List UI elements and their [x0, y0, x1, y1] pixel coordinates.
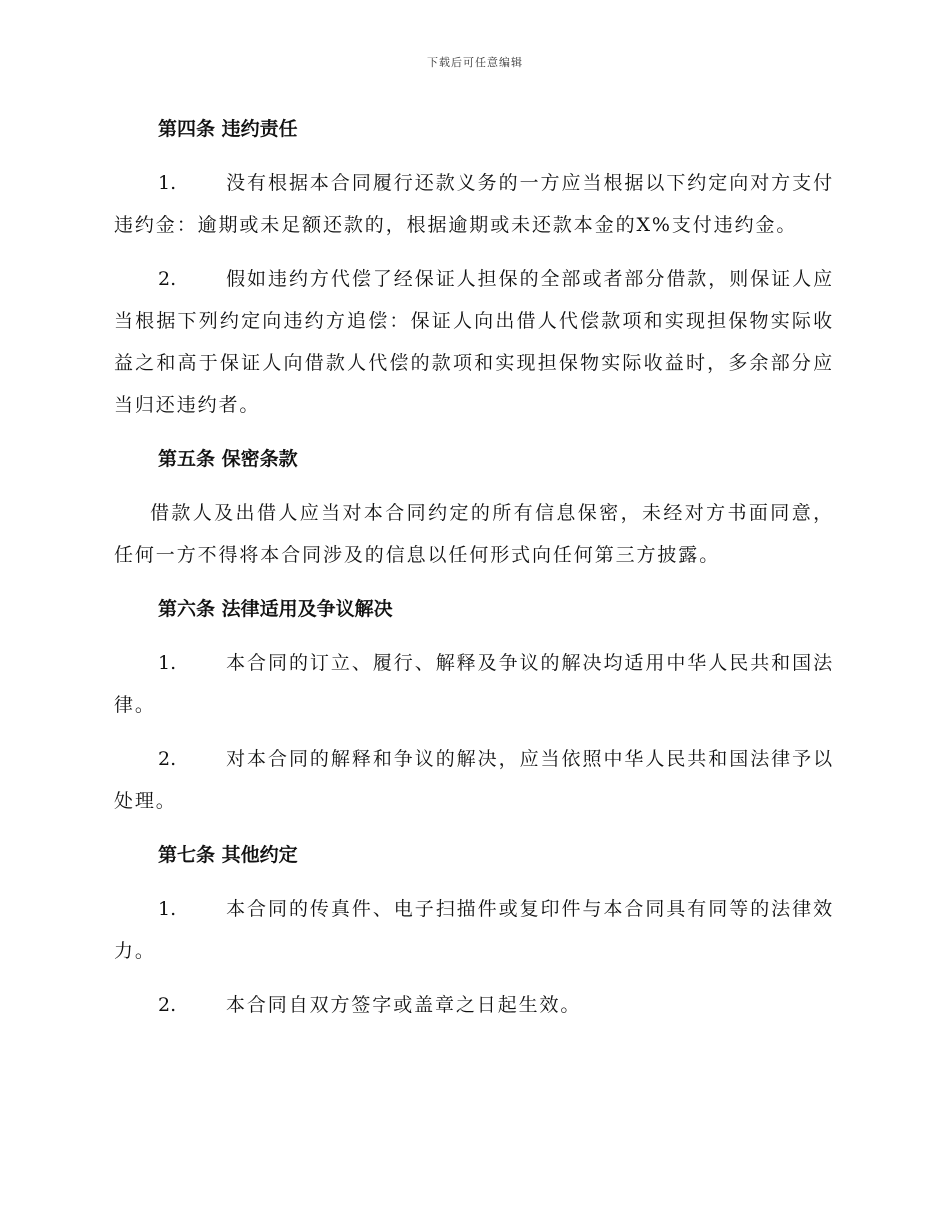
item-number: 1.: [158, 652, 177, 674]
section-5-paragraph: 借款人及出借人应当对本合同约定的所有信息保密，未经对方书面同意，任何一方不得将本合同涉及的信息以任何形式向任何第三方披露。: [114, 502, 834, 566]
section-4-heading: 第四条 违约责任: [158, 118, 298, 140]
section-7-heading: 第七条 其他约定: [158, 844, 298, 866]
section-4-item-1: [114, 162, 834, 246]
item-text: 对本合同的解释和争议的解决，应当依照中华人民共和国法律予以处理。: [114, 748, 834, 812]
item-number: 1.: [158, 172, 177, 194]
item-number: 1.: [158, 898, 177, 920]
section-6-item-2: [114, 738, 834, 822]
page-header: 下载后可任意编辑: [427, 56, 523, 69]
item-text: 假如违约方代偿了经保证人担保的全部或者部分借款，则保证人应当根据下列约定向违约方追偿：保证人向出借人代偿款项和实现担保物实际收益之和高于保证人向借款人代偿的款项和实现担保物实际收益时，多余部分应当归还违约者。: [114, 268, 834, 416]
section-7-item-1: [114, 888, 834, 972]
section-5-heading: 第五条 保密条款: [158, 448, 298, 470]
item-number: 2.: [158, 748, 177, 770]
item-number: 2.: [158, 268, 177, 290]
section-6-item-1: [114, 642, 834, 726]
section-4-item-2: [114, 258, 834, 426]
document-body: [114, 108, 834, 1026]
item-text: 本合同的传真件、电子扫描件或复印件与本合同具有同等的法律效力。: [114, 898, 834, 962]
item-number: 2.: [158, 994, 177, 1016]
item-text: 本合同自双方签字或盖章之日起生效。: [226, 994, 582, 1016]
item-text: 本合同的订立、履行、解释及争议的解决均适用中华人民共和国法律。: [114, 652, 834, 716]
section-6-heading: 第六条 法律适用及争议解决: [158, 598, 393, 620]
item-text: 没有根据本合同履行还款义务的一方应当根据以下约定向对方支付违约金：逾期或未足额还款的，根据逾期或未还款本金的X%支付违约金。: [114, 172, 834, 236]
section-7-item-2: [114, 984, 834, 1026]
